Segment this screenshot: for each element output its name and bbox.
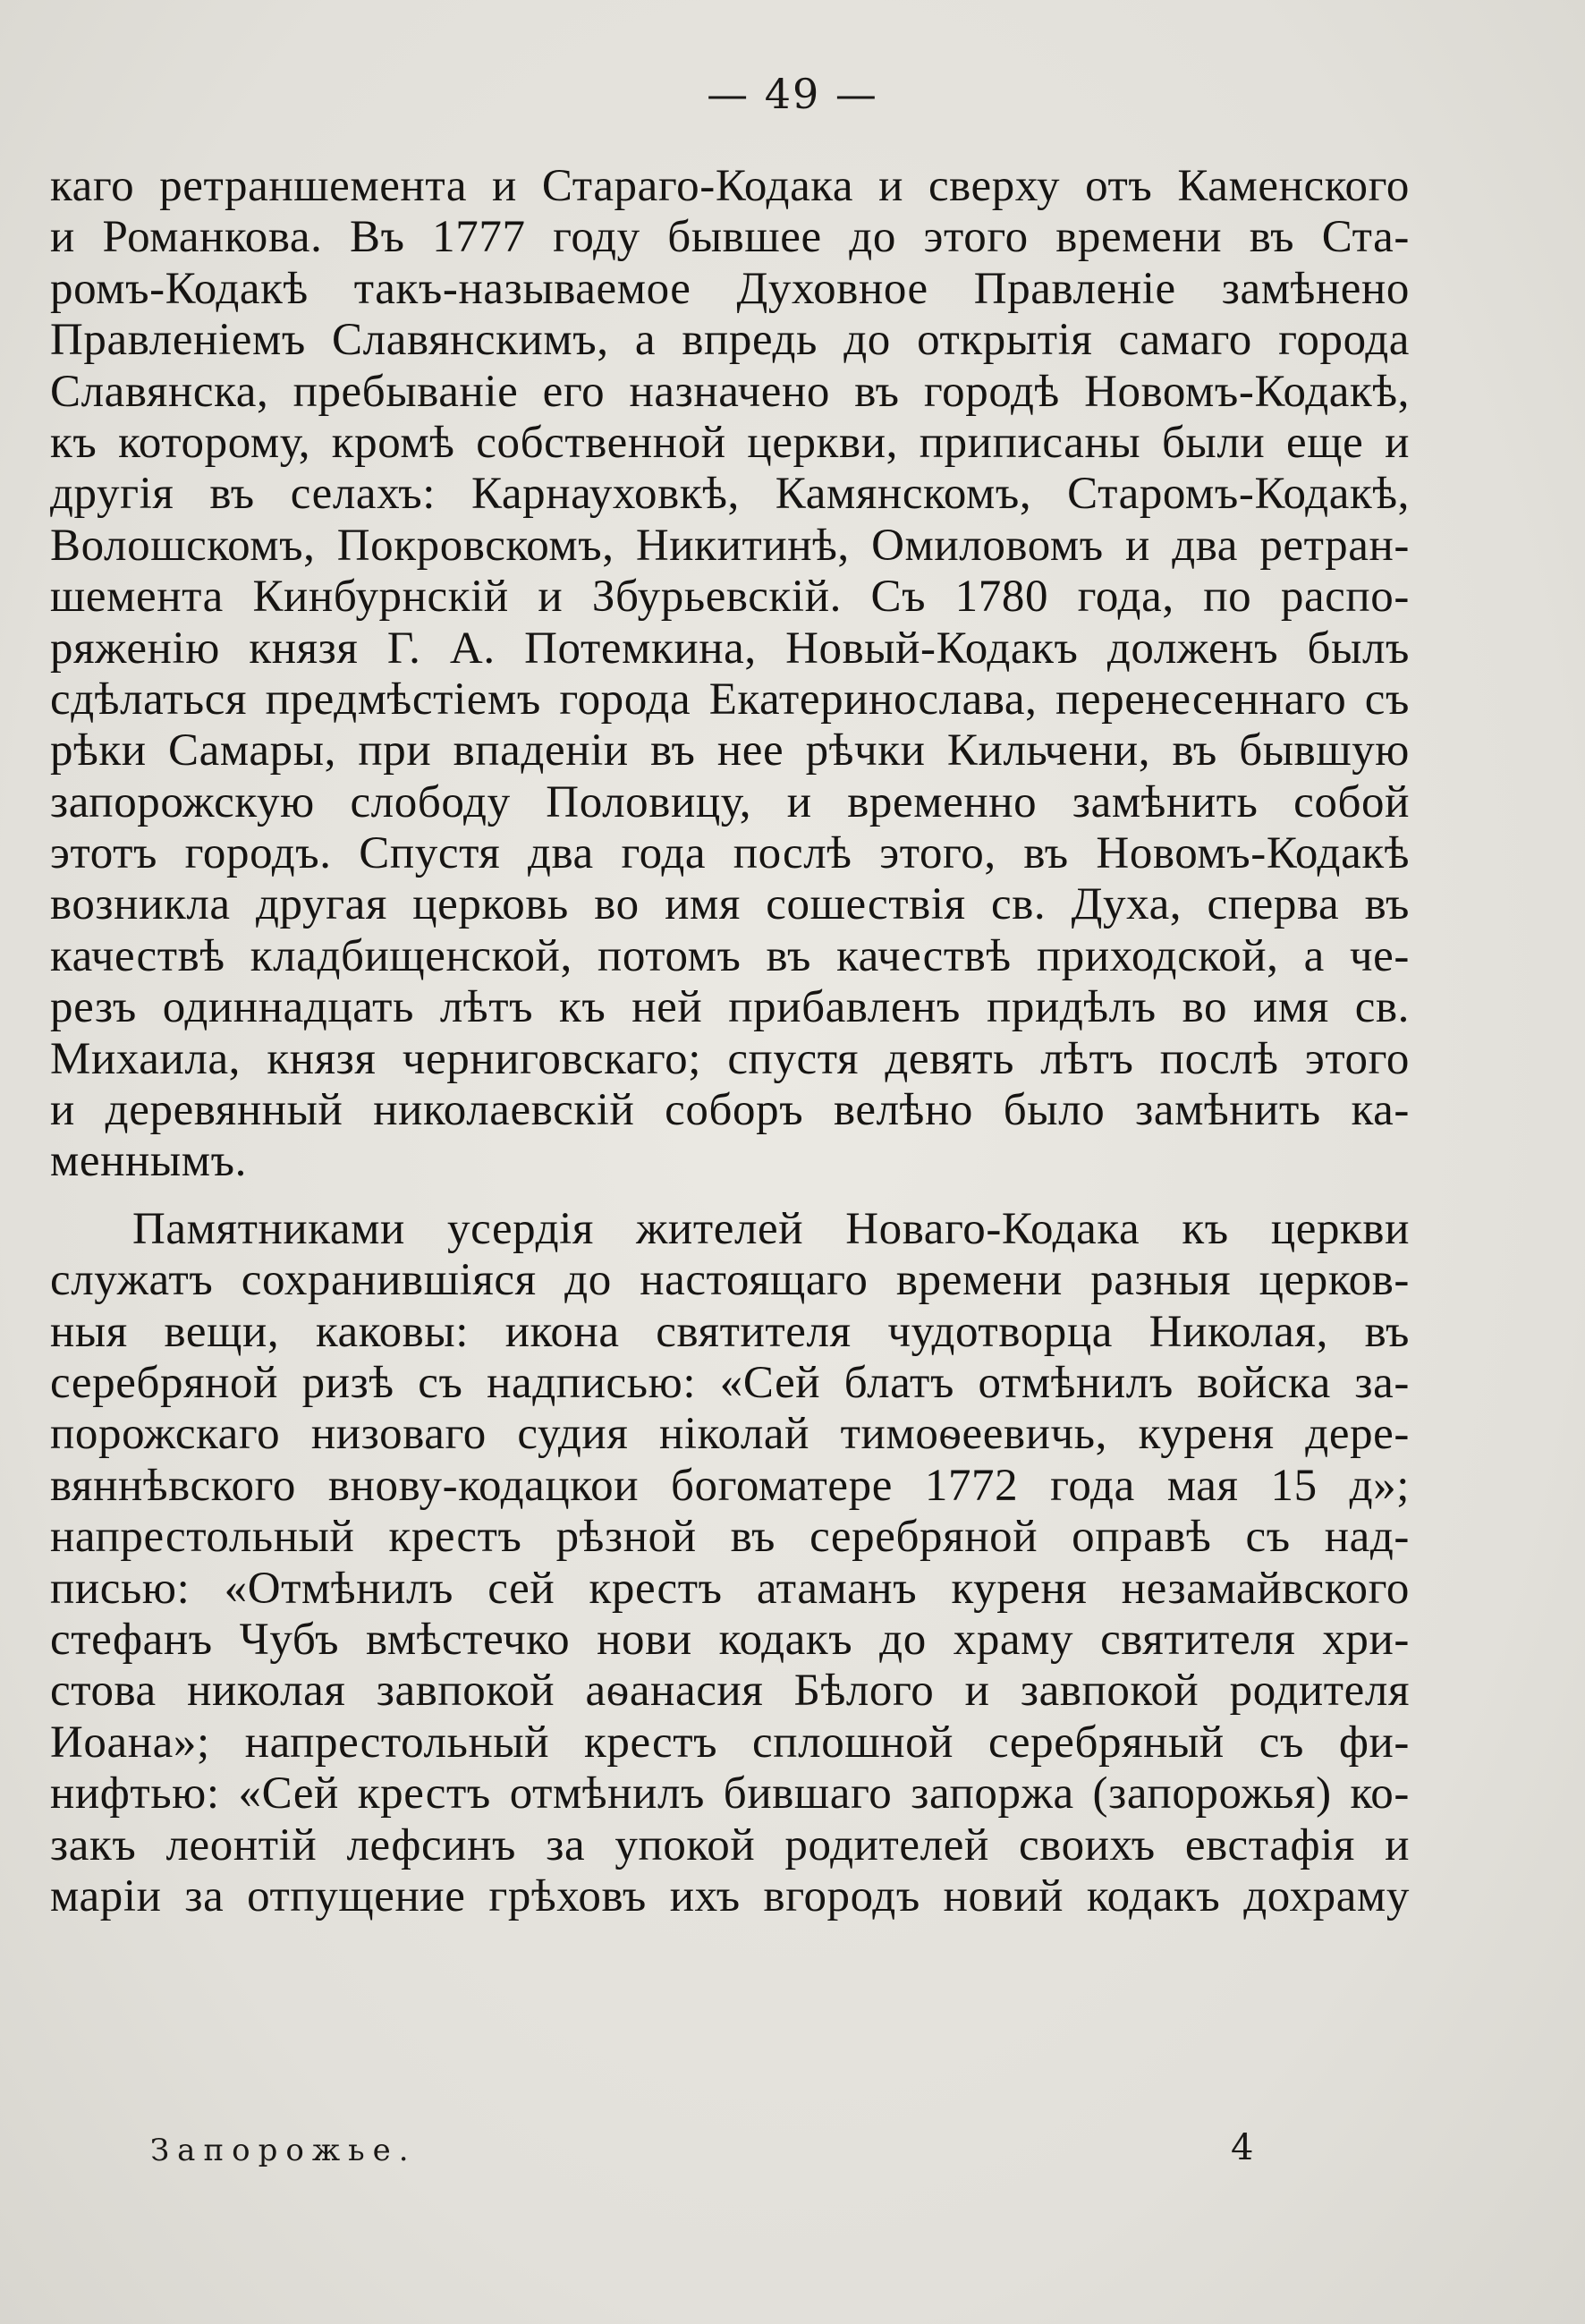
page-number: — 49 —: [707, 70, 878, 118]
text-line: ряженію князя Г. А. Потемкина, Новый-Кодакъ долженъ былъ: [50, 623, 1410, 674]
text-line: серебряной ризѣ съ надписью: «Сей блатъ отмѣнилъ войска за-: [50, 1357, 1410, 1408]
text-line: запорожскую слободу Половицу, и временно замѣнить собой: [50, 776, 1410, 827]
text-line: рѣки Самары, при впаденіи въ нее рѣчки Кильчени, въ бывшую: [50, 725, 1410, 776]
text-line: и деревянный николаевскій соборъ велѣно было замѣнить ка-: [50, 1085, 1410, 1136]
text-line: меннымъ.: [50, 1136, 247, 1187]
text-line: возникла другая церковь во имя сошествія св. Духа, сперва въ: [50, 879, 1410, 930]
text-line: Михаила, князя черниговскаго; спустя девять лѣтъ послѣ этого: [50, 1033, 1410, 1084]
text-line: каго ретраншемента и Стараго-Кодака и сверху отъ Каменского: [50, 161, 1410, 211]
text-line: къ которому, кромѣ собственной церкви, приписаны были еще и: [50, 417, 1410, 468]
text-line: напрестольный крестъ рѣзной въ серебряной оправѣ съ над-: [50, 1512, 1410, 1563]
text-line: закъ леонтій лефсинъ за упокой родителей своихъ евстафія и: [50, 1819, 1410, 1870]
text-line: и Романкова. Въ 1777 году бывшее до этого времени въ Ста-: [50, 212, 1410, 263]
printer-signature-mark: Запорожье.: [150, 2133, 417, 2168]
paragraph: [50, 161, 1410, 1188]
text-line: маріи за отпущение грѣховъ ихъ вгородъ новий кодакъ дохраму: [50, 1870, 1410, 1921]
paragraph-gap: [50, 1188, 1410, 1204]
text-line: вяннѣвского внову-кодацкои богоматере 1772 года мая 15 д»;: [50, 1460, 1410, 1511]
text-line: служатъ сохранившіяся до настоящаго времени разныя церков-: [50, 1255, 1410, 1306]
text-line: Славянска, пребываніе его назначено въ городѣ Новомъ-Кодакѣ,: [50, 366, 1410, 417]
text-line: писью: «Отмѣнилъ сей крестъ атаманъ куреня незамайвского: [50, 1563, 1410, 1614]
text-line: стефанъ Чубъ вмѣстечко нови кодакъ до храму святителя хри-: [50, 1614, 1410, 1665]
text-line: нифтью: «Сей крестъ отмѣнилъ бившаго запоржа (запорожья) ко-: [50, 1768, 1410, 1819]
text-line: Волошскомъ, Покровскомъ, Никитинѣ, Омиловомъ и два ретран-: [50, 520, 1410, 571]
paragraph: [50, 1204, 1410, 1922]
text-line: сдѣлаться предмѣстіемъ города Екатеринослава, перенесеннаго съ: [50, 674, 1410, 725]
text-line: порожскаго низоваго судия ніколай тимоѳеевичь, куреня дере-: [50, 1409, 1410, 1460]
text-line: ныя вещи, каковы: икона святителя чудотворца Николая, въ: [50, 1306, 1410, 1357]
text-line: Памятниками усердія жителей Новаго-Кодака къ церкви: [132, 1203, 1410, 1254]
text-line: шемента Кинбурнскій и Збурьевскій. Съ 1780 года, по распо-: [50, 572, 1410, 623]
text-line: Иоана»; напрестольный крестъ сплошной серебряный съ фи-: [50, 1717, 1410, 1768]
text-line: качествѣ кладбищенской, потомъ въ качествѣ приходской, а че-: [50, 930, 1410, 981]
text-line: Правленіемъ Славянскимъ, а впредь до открытія самаго города: [50, 315, 1410, 366]
text-line: стова николая завпокой аѳанасия Бѣлого и завпокой родителя: [50, 1666, 1410, 1717]
text-line: этотъ городъ. Спустя два года послѣ этого, въ Новомъ-Кодакѣ: [50, 828, 1410, 879]
text-line: другія въ селахъ: Карнауховкѣ, Камянскомъ, Старомъ-Кодакѣ,: [50, 469, 1410, 520]
body-text: [50, 161, 1410, 1922]
text-line: ромъ-Кодакѣ такъ-называемое Духовное Правленіе замѣнено: [50, 263, 1410, 314]
sheet-number: 4: [1231, 2127, 1254, 2168]
text-line: резъ одиннадцать лѣтъ къ ней прибавленъ придѣлъ во имя св.: [50, 982, 1410, 1033]
